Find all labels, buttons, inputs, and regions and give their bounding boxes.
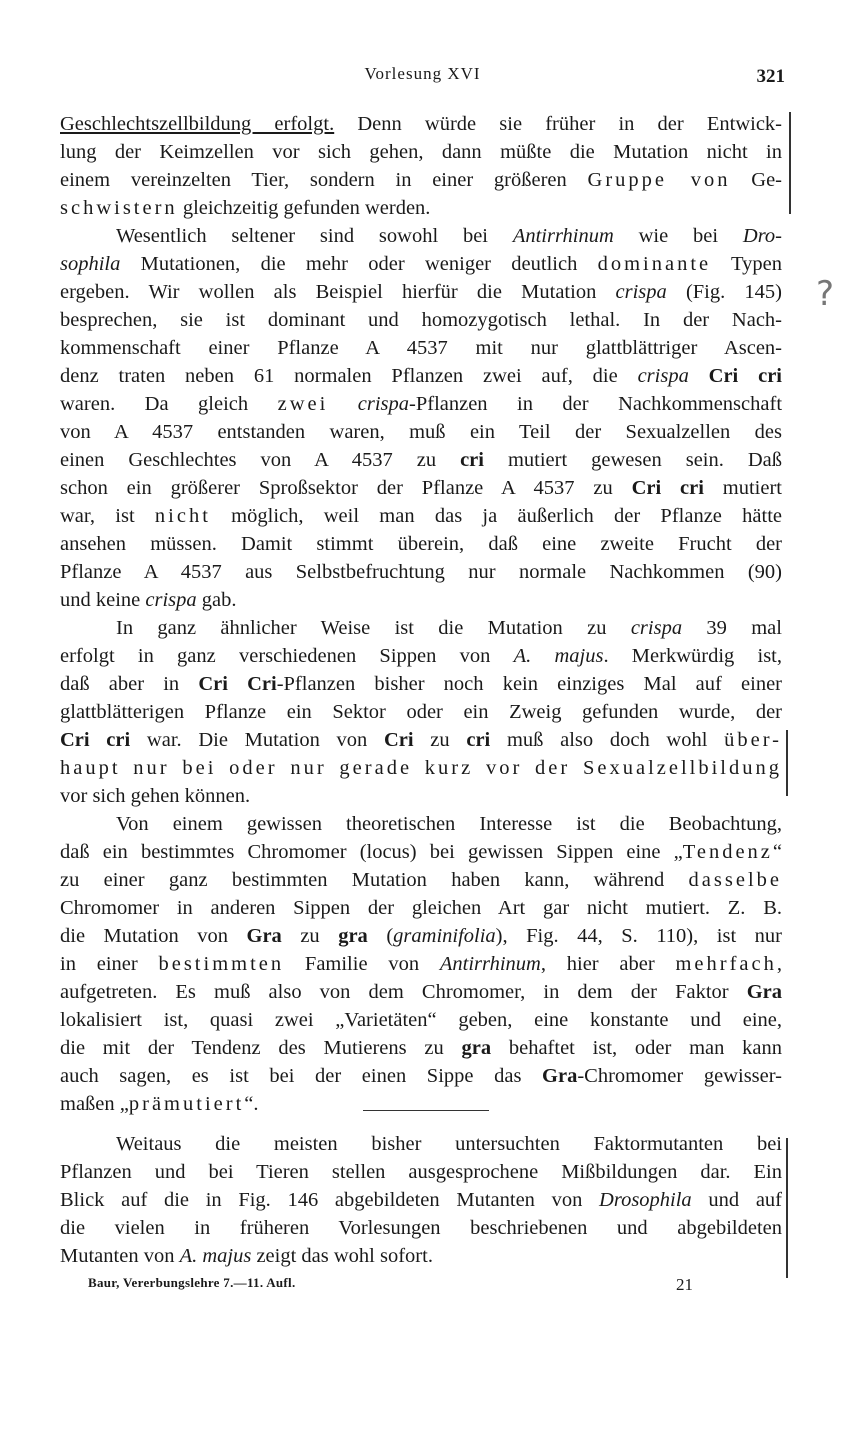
text-segment: Denn würde sie früher in der Entwick- — [334, 113, 782, 135]
text-line — [60, 1186, 782, 1214]
text-line — [60, 922, 782, 950]
text-segment: Gra — [746, 981, 782, 1003]
text-segment: ansehen müssen. Damit stimmt überein, daß eine zweite Frucht der — [60, 533, 782, 555]
text-segment: prämutiert — [128, 1093, 245, 1115]
text-segment: lokalisiert ist, quasi zwei „Varietäten“ geben, eine konstante und eine, — [60, 1009, 782, 1031]
text-line — [60, 1130, 782, 1158]
text-segment: erfolgt in ganz verschiedenen Sippen von — [60, 645, 514, 667]
text-line — [60, 194, 782, 222]
text-segment: dasselbe — [688, 869, 782, 891]
text-segment: crispa — [357, 393, 410, 415]
text-segment: Mutanten von — [60, 1245, 180, 1267]
text-segment: zeigt das wohl sofort. — [251, 1245, 433, 1267]
text-segment: Pflanzen und bei Tieren stellen ausgesprochene Mißbildungen dar. Ein — [60, 1161, 782, 1183]
text-line — [60, 1090, 782, 1118]
text-line — [60, 1006, 782, 1034]
text-line — [60, 754, 782, 782]
text-segment: mehrfach — [675, 953, 777, 975]
text-segment: -Pflanzen bisher noch kein einziges Mal auf einer — [276, 673, 782, 695]
text-segment: schon ein größerer Sproßsektor der Pflanze A 4537 zu — [60, 477, 632, 499]
text-line — [60, 250, 782, 278]
text-segment: gleichzeitig gefunden werden. — [177, 197, 431, 219]
text-segment: crispa — [630, 617, 683, 639]
text-segment: cri — [460, 449, 484, 471]
text-block-final — [60, 1130, 782, 1270]
text-line — [60, 1034, 782, 1062]
text-segment: einen Geschlechtes von A 4537 zu — [60, 449, 461, 471]
text-line — [60, 978, 782, 1006]
text-segment: Ge- — [730, 169, 782, 191]
text-line — [60, 838, 782, 866]
text-line — [60, 642, 782, 670]
text-segment: Gra — [542, 1065, 578, 1087]
text-segment: sophila — [60, 253, 121, 275]
text-segment: gra — [461, 1037, 492, 1059]
text-line — [60, 1062, 782, 1090]
text-segment: Cri cri — [60, 729, 131, 751]
text-line — [60, 278, 782, 306]
text-segment: Cri — [383, 729, 414, 751]
text-segment: die mit der Tendenz des Mutierens zu — [60, 1037, 462, 1059]
text-segment: crispa — [145, 589, 197, 611]
text-segment: muß also doch wohl — [490, 729, 725, 751]
text-block-main — [60, 110, 782, 1118]
margin-mark-bar — [786, 730, 788, 796]
text-segment: besprechen, sie ist dominant und homozygotisch lethal. In der Nach- — [60, 309, 782, 331]
text-segment: . Merkwürdig ist, — [603, 645, 782, 667]
text-segment: auch sagen, es ist bei der einen Sippe das — [60, 1065, 543, 1087]
text-segment: war. Die Mutation von — [130, 729, 384, 751]
text-line — [60, 614, 782, 642]
text-segment: über- — [724, 729, 782, 751]
text-line — [60, 670, 782, 698]
text-segment: zu — [281, 925, 339, 947]
margin-mark-bar — [786, 1138, 788, 1278]
margin-mark-bar — [789, 112, 791, 214]
text-segment — [328, 393, 357, 415]
text-segment: von A 4537 entstanden waren, muß ein Teil der Sexualzellen des — [60, 421, 782, 443]
text-segment: bestimmten — [158, 953, 285, 975]
text-segment: Antirrhinum — [439, 953, 541, 975]
text-line — [60, 782, 782, 810]
text-line — [60, 110, 782, 138]
text-segment: waren. Da gleich — [60, 393, 278, 415]
text-line — [60, 502, 782, 530]
text-segment: aufgetreten. Es muß also von dem Chromomer, in dem der Faktor — [60, 981, 747, 1003]
text-segment: ), Fig. 44, S. 110), ist nur — [495, 925, 782, 947]
text-segment: maßen „ — [60, 1093, 129, 1115]
text-line — [60, 866, 782, 894]
text-segment: kommenschaft einer Pflanze A 4537 mit nur glattblättriger Ascen- — [60, 337, 782, 359]
text-segment: Geschlechtszellbildung erfolgt. — [60, 113, 335, 135]
text-segment: Von einem gewissen theoretischen Interesse ist die Beobachtung, — [116, 813, 782, 835]
text-segment: “ — [772, 841, 782, 863]
text-line — [60, 362, 782, 390]
text-line — [60, 166, 782, 194]
text-segment: daß ein bestimmtes Chromomer (locus) bei gewissen Sippen eine „ — [60, 841, 683, 863]
text-segment: vor sich gehen können. — [60, 785, 251, 807]
text-segment: die Mutation von — [60, 925, 247, 947]
text-segment: Pflanze A 4537 aus Selbstbefruchtung nur normale Nachkommen (90) — [60, 561, 782, 583]
text-segment: die vielen in früheren Vorlesungen beschriebenen und abgebildeten — [60, 1217, 782, 1239]
text-line — [60, 558, 782, 586]
text-segment: möglich, weil man das ja äußerlich der Pflanze hätte — [210, 505, 782, 527]
text-segment: Cri cri — [631, 477, 704, 499]
text-segment: Tendenz — [682, 841, 773, 863]
text-segment: -Chromomer gewisser- — [577, 1065, 782, 1087]
text-line — [60, 1242, 782, 1270]
text-segment: Drosophila — [599, 1189, 692, 1211]
text-segment: , hier aber — [540, 953, 676, 975]
text-segment: und keine — [60, 589, 146, 611]
text-line — [60, 950, 782, 978]
text-segment: 39 mal — [682, 617, 782, 639]
text-segment: haupt nur bei oder nur gerade kurz vor der Sexualzellbildung — [60, 757, 782, 779]
text-line — [60, 894, 782, 922]
text-segment: A. majus — [179, 1245, 252, 1267]
text-segment: einem vereinzelten Tier, sondern in einer größeren — [60, 169, 588, 191]
signature-mark: 21 — [676, 1275, 693, 1294]
text-segment: gab. — [196, 589, 237, 611]
footer-credit: Baur, Vererbungslehre 7.—11. Aufl. — [88, 1275, 296, 1290]
text-segment: -Pflanzen in der Nachkommenschaft — [409, 393, 782, 415]
text-segment: Antirrhinum — [512, 225, 614, 247]
text-segment: Gra — [246, 925, 282, 947]
text-segment: behaftet ist, oder man kann — [491, 1037, 782, 1059]
text-segment: Wesentlich seltener sind sowohl bei — [116, 225, 513, 247]
text-segment: wie bei — [613, 225, 743, 247]
text-segment: denz traten neben 61 normalen Pflanzen zwei auf, die — [60, 365, 638, 387]
page-number: 321 — [756, 66, 785, 87]
text-segment: gra — [338, 925, 368, 947]
text-segment: schwistern — [60, 197, 178, 219]
text-segment: Familie von — [284, 953, 440, 975]
text-line — [60, 586, 782, 614]
text-segment: mutiert — [703, 477, 782, 499]
text-segment: lung der Keimzellen vor sich gehen, dann müßte die Mutation nicht in — [60, 141, 782, 163]
text-segment: Blick auf die in Fig. 146 abgebildeten Mutanten von — [60, 1189, 600, 1211]
text-segment: Cri cri — [708, 365, 782, 387]
text-segment: Weitaus die meisten bisher untersuchten Faktormutanten bei — [116, 1133, 782, 1155]
text-segment: in einer — [60, 953, 159, 975]
text-line — [60, 810, 782, 838]
text-segment: daß aber in — [60, 673, 199, 695]
text-segment: und auf — [691, 1189, 782, 1211]
text-line — [60, 446, 782, 474]
text-segment: ( — [367, 925, 394, 947]
text-segment: zwei — [277, 393, 329, 415]
text-segment: dominante — [597, 253, 712, 275]
text-line — [60, 222, 782, 250]
text-segment: cri — [466, 729, 491, 751]
text-line — [60, 306, 782, 334]
text-line — [60, 474, 782, 502]
text-segment: Dro- — [742, 225, 782, 247]
text-line — [60, 530, 782, 558]
text-segment: Typen — [711, 253, 782, 275]
running-title: Vorlesung XVI — [364, 64, 481, 83]
text-line — [60, 138, 782, 166]
page-footer — [88, 1275, 788, 1297]
text-segment: Mutationen, die mehr oder weniger deutlich — [120, 253, 598, 275]
text-segment: , — [776, 953, 782, 975]
text-segment: ergeben. Wir wollen als Beispiel hierfür die Mutation — [60, 281, 616, 303]
text-segment: crispa — [637, 365, 689, 387]
text-line — [60, 1158, 782, 1186]
section-divider — [363, 1110, 489, 1111]
text-segment: Chromomer in anderen Sippen der gleichen Art gar nicht mutiert. Z. B. — [60, 897, 782, 919]
text-segment: glattblätterigen Pflanze ein Sektor oder ein Zweig gefunden wurde, der — [60, 701, 782, 723]
text-segment: Gruppe von — [587, 169, 731, 191]
text-line — [60, 698, 782, 726]
text-line — [60, 390, 782, 418]
text-line — [60, 726, 782, 754]
text-segment: zu einer ganz bestimmten Mutation haben kann, während — [60, 869, 689, 891]
text-segment: graminifolia — [393, 925, 496, 947]
text-segment — [689, 365, 709, 387]
text-segment: Cri Cri — [198, 673, 277, 695]
text-line — [60, 418, 782, 446]
margin-note-handwritten: ? — [816, 274, 835, 314]
text-line — [60, 334, 782, 362]
text-segment: “. — [244, 1093, 259, 1115]
text-segment: crispa — [615, 281, 667, 303]
text-segment: war, ist — [60, 505, 155, 527]
text-segment: mutiert gewesen sein. Daß — [483, 449, 782, 471]
text-segment: zu — [413, 729, 467, 751]
text-segment: (Fig. 145) — [666, 281, 782, 303]
text-segment: A. majus — [513, 645, 604, 667]
running-head — [60, 64, 785, 88]
text-segment: In ganz ähnlicher Weise ist die Mutation zu — [116, 617, 631, 639]
text-line — [60, 1214, 782, 1242]
text-segment: nicht — [154, 505, 211, 527]
